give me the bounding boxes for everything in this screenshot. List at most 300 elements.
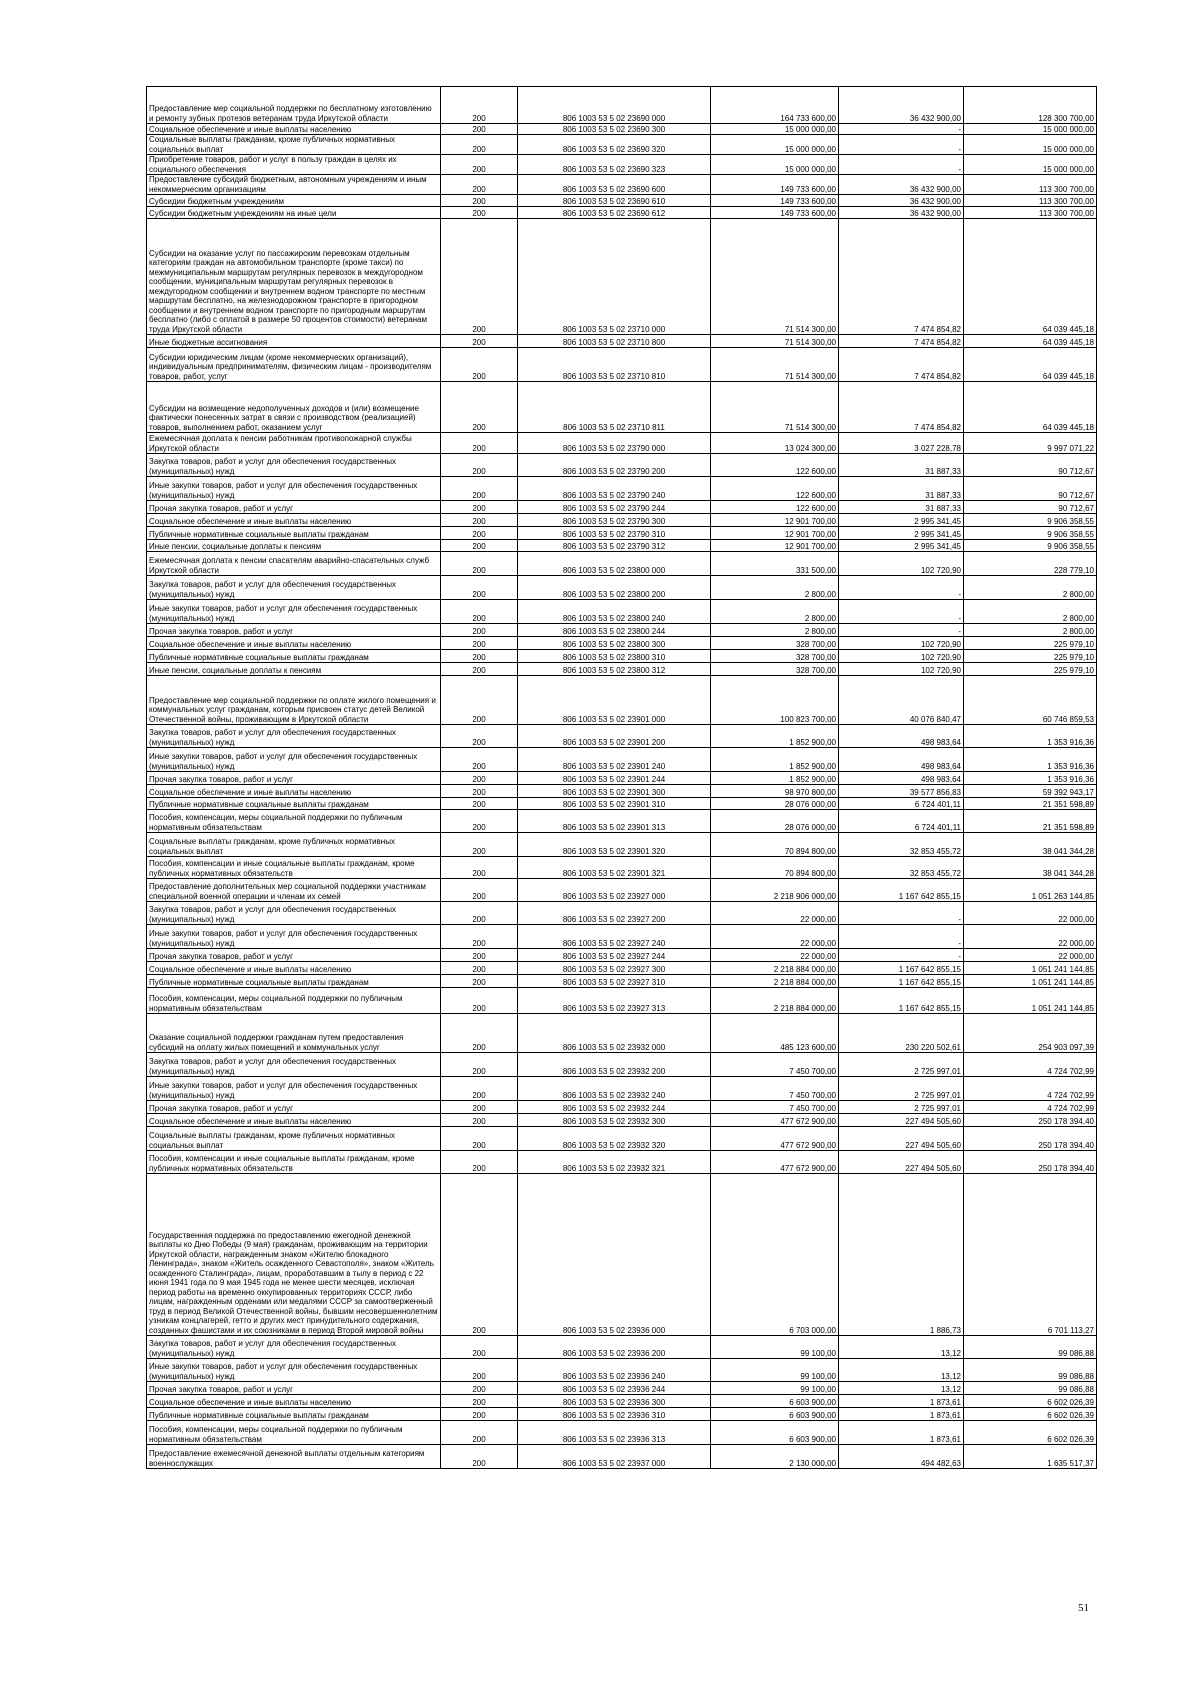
executed-cell: 36 432 900,00 [839, 207, 964, 219]
table-row [147, 1395, 1097, 1408]
description-cell: Пособия, компенсации и иные социальные выплаты гражданам, кроме публичных нормативных обязательств [147, 1151, 441, 1174]
code-cell: 200 [441, 1408, 518, 1421]
budget-code-cell: 806 1003 53 5 02 23937 000 [518, 1445, 711, 1469]
description-cell: Прочая закупка товаров, работ и услуг [147, 624, 441, 637]
approved-cell: 6 703 000,00 [711, 1174, 839, 1336]
code-cell: 200 [441, 527, 518, 540]
budget-code-cell: 806 1003 53 5 02 23927 244 [518, 949, 711, 962]
budget-code-cell: 806 1003 53 5 02 23901 310 [518, 798, 711, 810]
remaining-cell: 6 701 113,27 [964, 1174, 1097, 1336]
table-row [147, 975, 1097, 988]
budget-code-cell: 806 1003 53 5 02 23901 300 [518, 785, 711, 798]
approved-cell: 477 672 900,00 [711, 1151, 839, 1174]
approved-cell: 12 901 700,00 [711, 527, 839, 540]
budget-code-cell: 806 1003 53 5 02 23927 313 [518, 988, 711, 1014]
description-cell: Предоставление мер социальной поддержки по бесплатному изготовлению и ремонту зубных протезов ветеранам труда Иркутской области [147, 87, 441, 124]
description-cell: Закупка товаров, работ и услуг для обеспечения государственных (муниципальных) нужд [147, 725, 441, 748]
remaining-cell: 113 300 700,00 [964, 195, 1097, 207]
executed-cell: 1 873,61 [839, 1395, 964, 1408]
executed-cell: 13,12 [839, 1359, 964, 1382]
code-cell: 200 [441, 1382, 518, 1395]
budget-code-cell: 806 1003 53 5 02 23710 800 [518, 335, 711, 348]
budget-code-cell: 806 1003 53 5 02 23927 240 [518, 925, 711, 949]
executed-cell: - [839, 902, 964, 925]
remaining-cell: 1 353 916,36 [964, 725, 1097, 748]
approved-cell: 477 672 900,00 [711, 1127, 839, 1151]
description-cell: Социальное обеспечение и иные выплаты населению [147, 962, 441, 975]
description-cell: Иные закупки товаров, работ и услуг для обеспечения государственных (муниципальных) нужд [147, 925, 441, 949]
remaining-cell: 2 800,00 [964, 624, 1097, 637]
executed-cell: 3 027 228,78 [839, 433, 964, 454]
description-cell: Иные закупки товаров, работ и услуг для обеспечения государственных (муниципальных) нужд [147, 600, 441, 624]
table-row [147, 600, 1097, 624]
remaining-cell: 128 300 700,00 [964, 87, 1097, 124]
remaining-cell: 9 906 358,55 [964, 540, 1097, 552]
executed-cell: 2 995 341,45 [839, 527, 964, 540]
approved-cell: 6 603 900,00 [711, 1408, 839, 1421]
budget-code-cell: 806 1003 53 5 02 23932 244 [518, 1101, 711, 1114]
table-row [147, 663, 1097, 676]
code-cell: 200 [441, 857, 518, 879]
code-cell: 200 [441, 552, 518, 576]
table-row [147, 624, 1097, 637]
code-cell: 200 [441, 637, 518, 650]
approved-cell: 1 852 900,00 [711, 772, 839, 785]
executed-cell: 1 873,61 [839, 1421, 964, 1445]
code-cell: 200 [441, 335, 518, 348]
description-cell: Социальное обеспечение и иные выплаты населению [147, 637, 441, 650]
executed-cell: 32 853 455,72 [839, 857, 964, 879]
description-cell: Иные бюджетные ассигнования [147, 335, 441, 348]
description-cell: Предоставление дополнительных мер социальной поддержки участникам специальной военной операции и членам их семей [147, 879, 441, 902]
remaining-cell: 228 779,10 [964, 552, 1097, 576]
remaining-cell: 225 979,10 [964, 663, 1097, 676]
budget-code-cell: 806 1003 53 5 02 23690 612 [518, 207, 711, 219]
remaining-cell: 225 979,10 [964, 637, 1097, 650]
approved-cell: 328 700,00 [711, 637, 839, 650]
approved-cell: 149 733 600,00 [711, 195, 839, 207]
code-cell: 200 [441, 1445, 518, 1469]
table-row [147, 1077, 1097, 1101]
table-row [147, 514, 1097, 527]
code-cell: 200 [441, 219, 518, 335]
approved-cell: 71 514 300,00 [711, 219, 839, 335]
description-cell: Закупка товаров, работ и услуг для обеспечения государственных (муниципальных) нужд [147, 454, 441, 477]
budget-code-cell: 806 1003 53 5 02 23790 000 [518, 433, 711, 454]
description-cell: Публичные нормативные социальные выплаты гражданам [147, 798, 441, 810]
remaining-cell: 99 086,88 [964, 1336, 1097, 1359]
description-cell: Иные пенсии, социальные доплаты к пенсиям [147, 540, 441, 552]
approved-cell: 13 024 300,00 [711, 433, 839, 454]
remaining-cell: 1 051 241 144,85 [964, 988, 1097, 1014]
table-row [147, 1408, 1097, 1421]
budget-code-cell: 806 1003 53 5 02 23790 300 [518, 514, 711, 527]
remaining-cell: 1 051 241 144,85 [964, 962, 1097, 975]
budget-table [146, 86, 1097, 1469]
description-cell: Социальные выплаты гражданам, кроме публичных нормативных социальных выплат [147, 1127, 441, 1151]
remaining-cell: 9 997 071,22 [964, 433, 1097, 454]
approved-cell: 98 970 800,00 [711, 785, 839, 798]
page-number: 51 [1078, 1602, 1089, 1614]
remaining-cell: 99 086,88 [964, 1382, 1097, 1395]
table-row [147, 135, 1097, 155]
remaining-cell: 15 000 000,00 [964, 155, 1097, 175]
budget-code-cell: 806 1003 53 5 02 23901 320 [518, 833, 711, 857]
budget-code-cell: 806 1003 53 5 02 23936 244 [518, 1382, 711, 1395]
approved-cell: 149 733 600,00 [711, 207, 839, 219]
code-cell: 200 [441, 988, 518, 1014]
executed-cell: 1 886,73 [839, 1174, 964, 1336]
remaining-cell: 113 300 700,00 [964, 207, 1097, 219]
table-row [147, 155, 1097, 175]
budget-code-cell: 806 1003 53 5 02 23901 200 [518, 725, 711, 748]
executed-cell: - [839, 925, 964, 949]
table-row [147, 902, 1097, 925]
remaining-cell: 64 039 445,18 [964, 382, 1097, 433]
remaining-cell: 1 353 916,36 [964, 748, 1097, 772]
remaining-cell: 21 351 598,89 [964, 810, 1097, 833]
approved-cell: 70 894 800,00 [711, 857, 839, 879]
executed-cell: 7 474 854,82 [839, 382, 964, 433]
code-cell: 200 [441, 454, 518, 477]
code-cell: 200 [441, 663, 518, 676]
description-cell: Ежемесячная доплата к пенсии работникам противопожарной службы Иркутской области [147, 433, 441, 454]
executed-cell: 7 474 854,82 [839, 348, 964, 382]
code-cell: 200 [441, 382, 518, 433]
remaining-cell: 225 979,10 [964, 650, 1097, 663]
code-cell: 200 [441, 1127, 518, 1151]
table-row [147, 1336, 1097, 1359]
description-cell: Субсидии бюджетным учреждениям на иные цели [147, 207, 441, 219]
budget-code-cell: 806 1003 53 5 02 23710 811 [518, 382, 711, 433]
description-cell: Оказание социальной поддержки гражданам путем предоставления субсидий на оплату жилых помещений и коммунальных услуг [147, 1014, 441, 1053]
remaining-cell: 2 800,00 [964, 576, 1097, 600]
table-row [147, 477, 1097, 501]
approved-cell: 6 603 900,00 [711, 1395, 839, 1408]
table-row [147, 195, 1097, 207]
table-row [147, 87, 1097, 124]
approved-cell: 328 700,00 [711, 663, 839, 676]
remaining-cell: 90 712,67 [964, 501, 1097, 514]
approved-cell: 12 901 700,00 [711, 514, 839, 527]
executed-cell: 31 887,33 [839, 477, 964, 501]
remaining-cell: 250 178 394,40 [964, 1127, 1097, 1151]
code-cell: 200 [441, 1359, 518, 1382]
approved-cell: 22 000,00 [711, 902, 839, 925]
approved-cell: 2 130 000,00 [711, 1445, 839, 1469]
table-row [147, 857, 1097, 879]
budget-code-cell: 806 1003 53 5 02 23690 323 [518, 155, 711, 175]
executed-cell: 102 720,90 [839, 637, 964, 650]
table-row [147, 1359, 1097, 1382]
table-row [147, 576, 1097, 600]
remaining-cell: 59 392 943,17 [964, 785, 1097, 798]
executed-cell: 2 995 341,45 [839, 514, 964, 527]
approved-cell: 2 800,00 [711, 624, 839, 637]
remaining-cell: 6 602 026,39 [964, 1395, 1097, 1408]
code-cell: 200 [441, 514, 518, 527]
code-cell: 200 [441, 1395, 518, 1408]
remaining-cell: 15 000 000,00 [964, 124, 1097, 135]
budget-code-cell: 806 1003 53 5 02 23800 240 [518, 600, 711, 624]
code-cell: 200 [441, 1077, 518, 1101]
table-row [147, 772, 1097, 785]
description-cell: Иные закупки товаров, работ и услуг для обеспечения государственных (муниципальных) нужд [147, 748, 441, 772]
description-cell: Прочая закупка товаров, работ и услуг [147, 501, 441, 514]
approved-cell: 2 218 906 000,00 [711, 879, 839, 902]
remaining-cell: 90 712,67 [964, 454, 1097, 477]
budget-code-cell: 806 1003 53 5 02 23901 240 [518, 748, 711, 772]
remaining-cell: 22 000,00 [964, 949, 1097, 962]
table-row [147, 725, 1097, 748]
table-row [147, 1174, 1097, 1336]
executed-cell: 31 887,33 [839, 501, 964, 514]
table-row [147, 1151, 1097, 1174]
description-cell: Предоставление субсидий бюджетным, автономным учреждениям и иным некоммерческим организациям [147, 175, 441, 195]
description-cell: Пособия, компенсации, меры социальной поддержки по публичным нормативным обязательствам [147, 810, 441, 833]
table-row [147, 433, 1097, 454]
code-cell: 200 [441, 949, 518, 962]
code-cell: 200 [441, 135, 518, 155]
table-row [147, 798, 1097, 810]
approved-cell: 15 000 000,00 [711, 135, 839, 155]
description-cell: Прочая закупка товаров, работ и услуг [147, 1382, 441, 1395]
code-cell: 200 [441, 433, 518, 454]
code-cell: 200 [441, 1101, 518, 1114]
description-cell: Приобретение товаров, работ и услуг в пользу граждан в целях их социального обеспечения [147, 155, 441, 175]
remaining-cell: 254 903 097,39 [964, 1014, 1097, 1053]
approved-cell: 149 733 600,00 [711, 175, 839, 195]
executed-cell: - [839, 600, 964, 624]
description-cell: Публичные нормативные социальные выплаты гражданам [147, 1408, 441, 1421]
executed-cell: - [839, 124, 964, 135]
table-row [147, 785, 1097, 798]
approved-cell: 164 733 600,00 [711, 87, 839, 124]
table-row [147, 1421, 1097, 1445]
remaining-cell: 6 602 026,39 [964, 1408, 1097, 1421]
budget-code-cell: 806 1003 53 5 02 23800 312 [518, 663, 711, 676]
description-cell: Публичные нормативные социальные выплаты гражданам [147, 527, 441, 540]
executed-cell: 13,12 [839, 1336, 964, 1359]
remaining-cell: 113 300 700,00 [964, 175, 1097, 195]
approved-cell: 1 852 900,00 [711, 725, 839, 748]
code-cell: 200 [441, 650, 518, 663]
description-cell: Закупка товаров, работ и услуг для обеспечения государственных (муниципальных) нужд [147, 576, 441, 600]
executed-cell: 36 432 900,00 [839, 87, 964, 124]
budget-code-cell: 806 1003 53 5 02 23690 610 [518, 195, 711, 207]
description-cell: Публичные нормативные социальные выплаты гражданам [147, 650, 441, 663]
remaining-cell: 60 746 859,53 [964, 676, 1097, 725]
budget-code-cell: 806 1003 53 5 02 23790 240 [518, 477, 711, 501]
approved-cell: 122 600,00 [711, 501, 839, 514]
approved-cell: 70 894 800,00 [711, 833, 839, 857]
description-cell: Социальное обеспечение и иные выплаты населению [147, 1114, 441, 1127]
code-cell: 200 [441, 676, 518, 725]
executed-cell: 102 720,90 [839, 663, 964, 676]
approved-cell: 7 450 700,00 [711, 1053, 839, 1077]
executed-cell: - [839, 576, 964, 600]
approved-cell: 15 000 000,00 [711, 155, 839, 175]
executed-cell: 6 724 401,11 [839, 798, 964, 810]
description-cell: Социальные выплаты гражданам, кроме публичных нормативных социальных выплат [147, 135, 441, 155]
table-row [147, 527, 1097, 540]
code-cell: 200 [441, 772, 518, 785]
code-cell: 200 [441, 348, 518, 382]
approved-cell: 71 514 300,00 [711, 382, 839, 433]
budget-code-cell: 806 1003 53 5 02 23901 321 [518, 857, 711, 879]
code-cell: 200 [441, 810, 518, 833]
executed-cell: 494 482,63 [839, 1445, 964, 1469]
description-cell: Иные закупки товаров, работ и услуг для обеспечения государственных (муниципальных) нужд [147, 1077, 441, 1101]
table-row [147, 540, 1097, 552]
approved-cell: 2 218 884 000,00 [711, 975, 839, 988]
budget-code-cell: 806 1003 53 5 02 23932 320 [518, 1127, 711, 1151]
approved-cell: 28 076 000,00 [711, 810, 839, 833]
table-row [147, 348, 1097, 382]
executed-cell: 7 474 854,82 [839, 335, 964, 348]
code-cell: 200 [441, 195, 518, 207]
executed-cell: 13,12 [839, 1382, 964, 1395]
executed-cell: 32 853 455,72 [839, 833, 964, 857]
approved-cell: 2 218 884 000,00 [711, 962, 839, 975]
approved-cell: 15 000 000,00 [711, 124, 839, 135]
executed-cell: 2 725 997,01 [839, 1101, 964, 1114]
table-row [147, 650, 1097, 663]
remaining-cell: 90 712,67 [964, 477, 1097, 501]
remaining-cell: 22 000,00 [964, 925, 1097, 949]
executed-cell: 36 432 900,00 [839, 175, 964, 195]
code-cell: 200 [441, 600, 518, 624]
approved-cell: 328 700,00 [711, 650, 839, 663]
approved-cell: 6 603 900,00 [711, 1421, 839, 1445]
description-cell: Социальное обеспечение и иные выплаты населению [147, 785, 441, 798]
approved-cell: 7 450 700,00 [711, 1077, 839, 1101]
executed-cell: - [839, 135, 964, 155]
code-cell: 200 [441, 1151, 518, 1174]
code-cell: 200 [441, 576, 518, 600]
table-row [147, 1114, 1097, 1127]
approved-cell: 2 800,00 [711, 600, 839, 624]
approved-cell: 477 672 900,00 [711, 1114, 839, 1127]
budget-code-cell: 806 1003 53 5 02 23901 313 [518, 810, 711, 833]
code-cell: 200 [441, 879, 518, 902]
description-cell: Иные закупки товаров, работ и услуг для обеспечения государственных (муниципальных) нужд [147, 1359, 441, 1382]
description-cell: Социальные выплаты гражданам, кроме публичных нормативных социальных выплат [147, 833, 441, 857]
budget-code-cell: 806 1003 53 5 02 23932 240 [518, 1077, 711, 1101]
code-cell: 200 [441, 87, 518, 124]
executed-cell: 227 494 505,60 [839, 1151, 964, 1174]
budget-code-cell: 806 1003 53 5 02 23800 310 [518, 650, 711, 663]
approved-cell: 12 901 700,00 [711, 540, 839, 552]
table-row [147, 382, 1097, 433]
approved-cell: 2 218 884 000,00 [711, 988, 839, 1014]
code-cell: 200 [441, 124, 518, 135]
table-row [147, 175, 1097, 195]
table-row [147, 1014, 1097, 1053]
budget-code-cell: 806 1003 53 5 02 23690 000 [518, 87, 711, 124]
table-row [147, 454, 1097, 477]
budget-code-cell: 806 1003 53 5 02 23800 244 [518, 624, 711, 637]
approved-cell: 71 514 300,00 [711, 348, 839, 382]
approved-cell: 331 500,00 [711, 552, 839, 576]
approved-cell: 99 100,00 [711, 1359, 839, 1382]
executed-cell: 1 167 642 855,15 [839, 975, 964, 988]
table-row [147, 1053, 1097, 1077]
budget-code-cell: 806 1003 53 5 02 23901 244 [518, 772, 711, 785]
code-cell: 200 [441, 1014, 518, 1053]
table-row [147, 962, 1097, 975]
executed-cell: - [839, 624, 964, 637]
remaining-cell: 4 724 702,99 [964, 1077, 1097, 1101]
remaining-cell: 64 039 445,18 [964, 348, 1097, 382]
code-cell: 200 [441, 1053, 518, 1077]
description-cell: Иные закупки товаров, работ и услуг для обеспечения государственных (муниципальных) нужд [147, 477, 441, 501]
description-cell: Государственная поддержка по предоставлению ежегодной денежной выплаты ко Дню Победы (9 мая) гражданам, проживающим на территории Иркутской области, награжденным знаком «Жителю блокадного Ленинграда», знаком «Житель осажденного Севастополя», знаком «Житель осажденного Сталинграда», лицам, проработавшим в тылу в период с 22 июня 1941 года по 9 мая 1945 года не менее шести месяцев, исключая период работы на временно оккупированных территориях СССР, либо лицам, награжденным орденами или медалями СССР за самоотверженный труд в период Великой Отечественной войны, бывшим несовершеннолетним узникам концлагерей, гетто и других мест принудительного содержания, созданных фашистами и их союзниками в период Второй мировой войны [147, 1174, 441, 1336]
executed-cell: 31 887,33 [839, 454, 964, 477]
executed-cell: 7 474 854,82 [839, 219, 964, 335]
code-cell: 200 [441, 175, 518, 195]
table-row [147, 879, 1097, 902]
remaining-cell: 1 051 241 144,85 [964, 975, 1097, 988]
budget-code-cell: 806 1003 53 5 02 23936 240 [518, 1359, 711, 1382]
remaining-cell: 64 039 445,18 [964, 219, 1097, 335]
executed-cell: 40 076 840,47 [839, 676, 964, 725]
table-row [147, 925, 1097, 949]
code-cell: 200 [441, 725, 518, 748]
description-cell: Закупка товаров, работ и услуг для обеспечения государственных (муниципальных) нужд [147, 902, 441, 925]
table-row [147, 810, 1097, 833]
executed-cell: - [839, 155, 964, 175]
remaining-cell: 2 800,00 [964, 600, 1097, 624]
executed-cell: 498 983,64 [839, 725, 964, 748]
remaining-cell: 99 086,88 [964, 1359, 1097, 1382]
code-cell: 200 [441, 748, 518, 772]
executed-cell: 1 167 642 855,15 [839, 962, 964, 975]
remaining-cell: 9 906 358,55 [964, 514, 1097, 527]
executed-cell: 227 494 505,60 [839, 1127, 964, 1151]
code-cell: 200 [441, 624, 518, 637]
approved-cell: 122 600,00 [711, 477, 839, 501]
approved-cell: 7 450 700,00 [711, 1101, 839, 1114]
budget-code-cell: 806 1003 53 5 02 23790 200 [518, 454, 711, 477]
code-cell: 200 [441, 1174, 518, 1336]
description-cell: Пособия, компенсации, меры социальной поддержки по публичным нормативным обязательствам [147, 988, 441, 1014]
budget-code-cell: 806 1003 53 5 02 23936 313 [518, 1421, 711, 1445]
code-cell: 200 [441, 207, 518, 219]
table-row [147, 335, 1097, 348]
remaining-cell: 4 724 702,99 [964, 1101, 1097, 1114]
code-cell: 200 [441, 925, 518, 949]
budget-code-cell: 806 1003 53 5 02 23932 200 [518, 1053, 711, 1077]
budget-code-cell: 806 1003 53 5 02 23710 000 [518, 219, 711, 335]
executed-cell: 2 995 341,45 [839, 540, 964, 552]
table-row [147, 676, 1097, 725]
code-cell: 200 [441, 155, 518, 175]
remaining-cell: 1 051 263 144,85 [964, 879, 1097, 902]
remaining-cell: 38 041 344,28 [964, 833, 1097, 857]
budget-code-cell: 806 1003 53 5 02 23790 312 [518, 540, 711, 552]
approved-cell: 28 076 000,00 [711, 798, 839, 810]
description-cell: Предоставление мер социальной поддержки по оплате жилого помещения и коммунальных услуг гражданам, которым присвоен статус детей Великой Отечественной войны, проживающим в Иркутской области [147, 676, 441, 725]
budget-code-cell: 806 1003 53 5 02 23927 300 [518, 962, 711, 975]
approved-cell: 100 823 700,00 [711, 676, 839, 725]
approved-cell: 2 800,00 [711, 576, 839, 600]
description-cell: Публичные нормативные социальные выплаты гражданам [147, 975, 441, 988]
description-cell: Социальное обеспечение и иные выплаты населению [147, 514, 441, 527]
executed-cell: 2 725 997,01 [839, 1053, 964, 1077]
code-cell: 200 [441, 902, 518, 925]
budget-code-cell: 806 1003 53 5 02 23710 810 [518, 348, 711, 382]
